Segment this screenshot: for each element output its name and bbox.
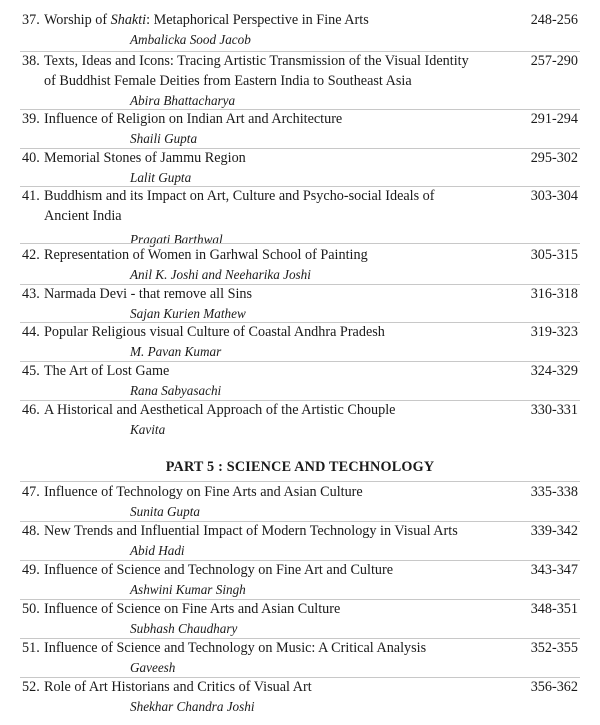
entry-author: Sunita Gupta (130, 504, 200, 519)
entry-title: The Art of Lost Game (44, 363, 170, 379)
entry-pages: 324-329 (530, 363, 578, 379)
entry-number: 41. (22, 188, 40, 204)
entry-number: 50. (22, 601, 40, 617)
entry-author: Abid Hadi (130, 543, 185, 558)
entry-author: Kavita (130, 422, 166, 437)
entry-number: 38. (22, 53, 40, 69)
entry-author: Rana Sabyasachi (130, 383, 222, 398)
entry-title: A Historical and Aesthetical Approach of the Artistic Chouple (44, 402, 396, 418)
entry-number: 48. (22, 523, 40, 539)
entry-author: Gaveesh (130, 660, 176, 675)
entry-number: 49. (22, 562, 40, 578)
entry-title: Influence of Science on Fine Arts and Asian Culture (44, 601, 341, 617)
entry-pages: 291-294 (530, 111, 578, 127)
entry-pages: 248-256 (530, 12, 578, 28)
entry-number: 37. (22, 12, 40, 28)
entry-number: 46. (22, 402, 40, 418)
entry-title: Memorial Stones of Jammu Region (44, 150, 246, 166)
entry-number: 40. (22, 150, 40, 166)
entry-author: M. Pavan Kumar (130, 344, 222, 359)
toc-entry (0, 322, 600, 362)
toc-entry (0, 599, 600, 639)
entry-title: Influence of Science and Technology on Music: A Critical Analysis (44, 640, 427, 656)
entry-author: Abira Bhattacharya (130, 93, 236, 108)
toc-entry (0, 245, 600, 285)
toc-entry (0, 560, 600, 600)
entry-title: New Trends and Influential Impact of Modern Technology in Visual Arts (44, 523, 458, 539)
entry-pages: 305-315 (530, 247, 578, 263)
entry-author: Anil K. Joshi and Neeharika Joshi (130, 267, 311, 282)
entry-pages: 257-290 (530, 53, 578, 69)
entry-pages: 303-304 (530, 188, 578, 204)
entry-pages: 343-347 (530, 562, 578, 578)
entry-author: Pragati Barthwal (130, 232, 223, 247)
entry-pages: 356-362 (530, 679, 578, 695)
entry-title: Buddhism and its Impact on Art, Culture and Psycho-social Ideals of (44, 188, 435, 204)
entry-title: Influence of Science and Technology on Fine Art and Culture (44, 562, 393, 578)
entry-title: Influence of Technology on Fine Arts and Asian Culture (44, 484, 363, 500)
entry-number: 51. (22, 640, 40, 656)
entry-pages: 352-355 (530, 640, 578, 656)
entry-number: 45. (22, 363, 40, 379)
entry-author: Lalit Gupta (130, 170, 192, 185)
entry-title: Worship of Shakti: Metaphorical Perspective in Fine Arts (44, 12, 369, 28)
entry-title: Narmada Devi - that remove all Sins (44, 286, 253, 302)
entry-author: Ashwini Kumar Singh (130, 582, 246, 597)
toc-entry (0, 148, 600, 188)
entry-number: 42. (22, 247, 40, 263)
entry-title: Texts, Ideas and Icons: Tracing Artistic Transmission of the Visual Identity (44, 53, 469, 69)
entry-title-continued: of Buddhist Female Deities from Eastern India to Southeast Asia (44, 73, 412, 89)
toc-entry (0, 186, 600, 250)
entry-number: 39. (22, 111, 40, 127)
entry-number: 47. (22, 484, 40, 500)
toc-entry (0, 361, 600, 401)
toc-entry (0, 677, 600, 717)
entry-author: Shekhar Chandra Joshi (130, 699, 255, 714)
entry-number: 44. (22, 324, 40, 340)
toc-entry (0, 284, 600, 324)
entry-author: Subhash Chaudhary (130, 621, 238, 636)
entry-title-continued: Ancient India (44, 208, 122, 224)
entry-pages: 319-323 (530, 324, 578, 340)
toc-entry (0, 10, 600, 50)
entry-number: 43. (22, 286, 40, 302)
toc-entry (0, 400, 600, 440)
toc-entry (0, 482, 600, 522)
entry-pages: 316-318 (530, 286, 578, 302)
entry-author: Shaili Gupta (130, 131, 198, 146)
entry-title: Representation of Women in Garhwal School of Painting (44, 247, 368, 263)
entry-title: Popular Religious visual Culture of Coastal Andhra Pradesh (44, 324, 385, 340)
entry-pages: 339-342 (530, 523, 578, 539)
entry-title: Influence of Religion on Indian Art and Architecture (44, 111, 343, 127)
entry-author: Sajan Kurien Mathew (130, 306, 246, 321)
toc-entry (0, 521, 600, 561)
entry-title: Role of Art Historians and Critics of Visual Art (44, 679, 312, 695)
entry-author: Ambalicka Sood Jacob (130, 32, 251, 47)
toc-entry (0, 51, 600, 111)
entry-pages: 348-351 (530, 601, 578, 617)
entry-pages: 330-331 (530, 402, 578, 418)
entry-number: 52. (22, 679, 40, 695)
entry-pages: 335-338 (530, 484, 578, 500)
toc-entry (0, 109, 600, 149)
toc-entry (0, 638, 600, 678)
part-heading: PART 5 : SCIENCE AND TECHNOLOGY (165, 459, 435, 475)
entry-pages: 295-302 (530, 150, 578, 166)
divider (20, 243, 580, 244)
